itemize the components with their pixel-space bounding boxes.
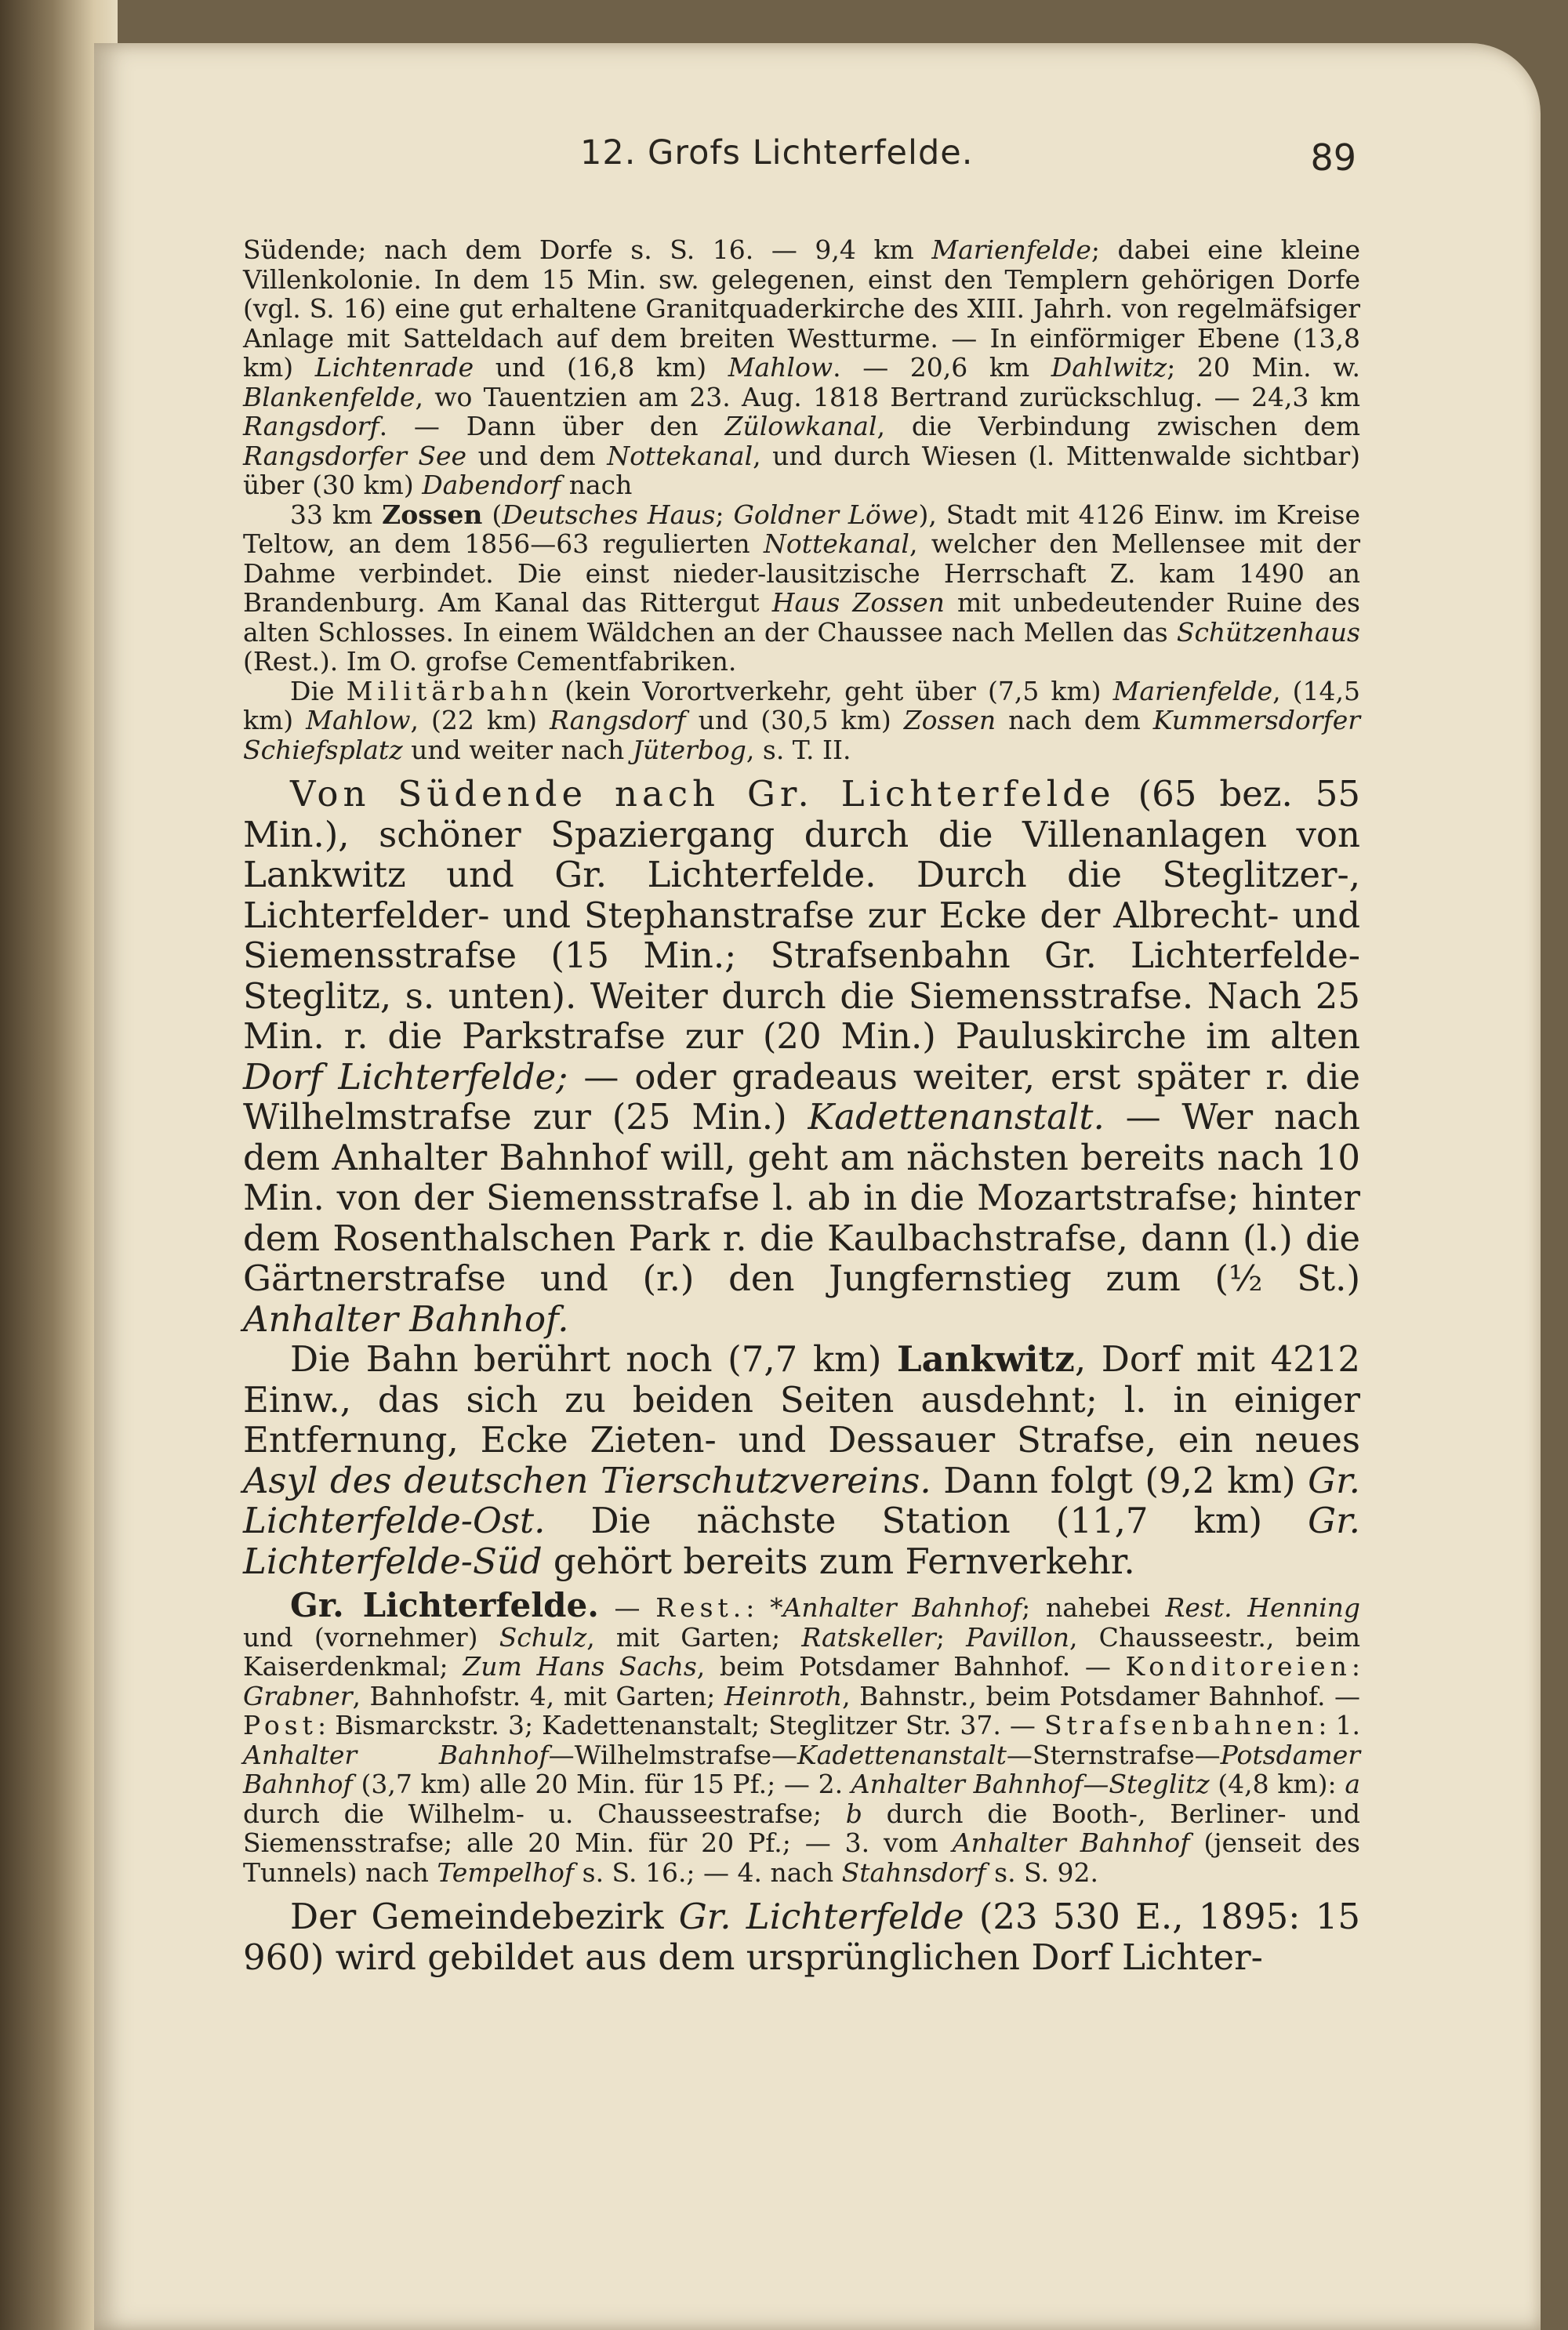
text: (3,7 km) alle 20 Min. für 15 Pf.; — 2. bbox=[352, 1769, 851, 1799]
text: , Bahnhofstr. 4, mit Garten; bbox=[352, 1680, 724, 1711]
text: — oder gradeaus weiter, erst später r. die Wilhelmstrafse zur (25 Min.) bbox=[243, 1055, 1360, 1138]
hotel-name: Goldner Löwe bbox=[733, 499, 919, 530]
text: nach bbox=[561, 470, 633, 500]
place-name: Rangsdorf bbox=[243, 411, 379, 441]
place-name: Jüterbog bbox=[632, 734, 746, 765]
text: , (14,5 km) bbox=[243, 675, 1360, 735]
place-name: Anhalter Bahnhof. bbox=[243, 1297, 569, 1340]
page-body bbox=[243, 235, 1360, 1977]
place-name: Rangsdorfer See bbox=[243, 440, 467, 471]
text: nach dem bbox=[996, 705, 1153, 735]
place-name: Gr. Lichterfelde-Süd bbox=[243, 1500, 1360, 1582]
text: (kein Vorortverkehr, geht über (7,5 km) bbox=[553, 675, 1113, 706]
text: , die Verbindung zwischen dem bbox=[877, 411, 1361, 441]
place-name: Rangsdorf bbox=[550, 705, 686, 735]
text: ( bbox=[482, 499, 503, 530]
text: — Wer nach dem Anhalter Bahnhof will, geht am nächsten bereits nach 10 Min. von der Siemensstrafse l. ab in die Mozartstrafse; hinter dem Rosenthalschen Park r. die Kaulbachstrafse, dann (l.) die Gärtnerstrafse und (r.) den Jungfernstieg zum (½ St.) bbox=[243, 1096, 1360, 1299]
text: und (16,8 km) bbox=[474, 352, 728, 383]
place-name: Gr. Lichterfelde bbox=[678, 1896, 964, 1937]
place-name: Marienfelde bbox=[931, 234, 1091, 265]
place-name: Kadettenanstalt bbox=[797, 1739, 1007, 1770]
place-name: Nottekanal bbox=[607, 440, 753, 471]
place-name: Mahlow bbox=[306, 705, 411, 735]
place-name: Ratskeller bbox=[801, 1621, 936, 1653]
place-name: Marienfelde bbox=[1112, 675, 1273, 706]
text: , beim Potsdamer Bahnhof. — bbox=[696, 1651, 1126, 1682]
text: , Dorf mit 4212 Einw., das sich zu beiden Seiten ausdehnt; l. in einiger Entfernung, Ecke Zieten- und Dessauer Strafse, ein neues bbox=[243, 1338, 1360, 1461]
zossen-paragraph bbox=[243, 500, 1360, 677]
text: ; nahebei bbox=[1022, 1592, 1166, 1623]
route-paragraph-suedende bbox=[243, 235, 1360, 500]
place-name: Gr. Lichterfelde-Ost. bbox=[243, 1459, 1360, 1541]
text: Die bbox=[290, 675, 347, 706]
text: 33 km bbox=[290, 499, 383, 530]
text: (jenseit des Tunnels) nach bbox=[243, 1827, 1360, 1888]
text: , mit Garten; bbox=[586, 1621, 802, 1653]
text: . — Dann über den bbox=[379, 411, 725, 441]
place-name: Pavillon bbox=[966, 1621, 1069, 1653]
text: durch die Wilhelm- u. Chausseestrafse; bbox=[243, 1798, 846, 1829]
hotel-name: Deutsches Haus bbox=[502, 499, 716, 530]
text: (Rest.). Im O. grofse Cementfabriken. bbox=[243, 646, 737, 677]
place-name: Kadettenanstalt. bbox=[808, 1096, 1105, 1138]
text: s. S. 92. bbox=[985, 1856, 1098, 1888]
text: : * bbox=[746, 1592, 783, 1623]
gemeindebezirk-paragraph bbox=[243, 1896, 1360, 1977]
text: und weiter nach bbox=[402, 734, 633, 765]
spaced-term: Konditoreien bbox=[1125, 1651, 1352, 1682]
place-name: Zossen bbox=[903, 705, 996, 735]
spaced-term: Rest. bbox=[655, 1592, 746, 1623]
text: — bbox=[598, 1592, 656, 1623]
lankwitz-paragraph bbox=[243, 1339, 1360, 1581]
text: , und durch Wiesen (l. Mittenwalde sichtbar) über (30 km) bbox=[243, 440, 1360, 500]
text: ; 20 Min. w. bbox=[1167, 352, 1361, 383]
place-name: Anhalter Bahnhof bbox=[952, 1827, 1190, 1858]
text: : Bismarckstr. 3; Kadettenanstalt; Steglitzer Str. 37. — bbox=[317, 1710, 1044, 1740]
place-name: Zum Hans Sachs bbox=[463, 1651, 697, 1682]
text: und (30,5 km) bbox=[685, 705, 904, 735]
page-header bbox=[235, 125, 1356, 188]
place-name: Nottekanal bbox=[764, 528, 909, 559]
text: s. S. 16.; — 4. nach bbox=[574, 1856, 842, 1888]
place-name: Heinroth bbox=[724, 1680, 843, 1711]
spaced-term: Militärbahn bbox=[346, 675, 554, 706]
text: . — 20,6 km bbox=[833, 352, 1051, 383]
place-name: Haus Zossen bbox=[771, 587, 945, 618]
place-name: Anhalter Bahnhof bbox=[782, 1592, 1022, 1623]
place-name: Asyl des deutschen Tierschutzvereins. bbox=[243, 1459, 931, 1501]
lichterfelde-info-paragraph bbox=[243, 1586, 1361, 1888]
text: , (22 km) bbox=[410, 705, 550, 735]
text: , wo Tauentzien am 23. Aug. 1818 Bertrand zurückschlug. — 24,3 km bbox=[415, 381, 1360, 412]
text: (4,8 km): bbox=[1209, 1769, 1345, 1799]
text: durch die Booth-, Berliner- und Siemensstrafse; alle 20 Min. für 20 Pf.; — 3. vom bbox=[243, 1798, 1360, 1858]
text: und dem bbox=[466, 440, 608, 471]
place-name: Dorf Lichterfelde; bbox=[243, 1055, 568, 1098]
place-name: Rest. Henning bbox=[1165, 1592, 1361, 1623]
list-letter: b bbox=[845, 1798, 862, 1829]
text: —Wilhelmstrafse— bbox=[548, 1739, 798, 1770]
running-title: 12. Grofs Lichterfelde. bbox=[580, 133, 974, 172]
text: , Chausseestr., beim Kaiserdenkmal; bbox=[243, 1621, 1361, 1682]
place-name: Zülowkanal bbox=[724, 411, 877, 441]
place-name: Mahlow bbox=[728, 352, 833, 383]
militaerbahn-paragraph bbox=[243, 677, 1360, 765]
spaced-term: Strafsenbahnen bbox=[1044, 1710, 1319, 1740]
text: Die nächste Station (11,7 km) bbox=[545, 1500, 1308, 1541]
list-letter: a bbox=[1345, 1769, 1360, 1799]
text: mit unbedeutender Ruine des alten Schlosses. In einem Wäldchen an der Chaussee nach Mellen das bbox=[243, 587, 1360, 648]
walk-paragraph bbox=[243, 774, 1360, 1339]
text: : bbox=[1351, 1651, 1360, 1682]
text: —Sternstrafse— bbox=[1006, 1739, 1221, 1770]
text: Die Bahn berührt noch (7,7 km) bbox=[290, 1338, 897, 1380]
text: , Bahnstr., beim Potsdamer Bahnhof. — bbox=[842, 1680, 1360, 1711]
place-name: Grabner bbox=[243, 1680, 353, 1711]
text: Südende; nach dem Dorfe s. S. 16. — 9,4 km bbox=[243, 234, 932, 265]
place-name: Schützenhaus bbox=[1176, 616, 1360, 648]
spaced-term: Von Südende nach Gr. Lichterfelde bbox=[290, 773, 1116, 815]
text: Dann folgt (9,2 km) bbox=[931, 1459, 1308, 1501]
text: ; bbox=[715, 499, 734, 530]
text: Der Gemeindebezirk bbox=[290, 1896, 679, 1937]
spaced-term: Post bbox=[243, 1710, 318, 1740]
text: (65 bez. 55 Min.), schöner Spaziergang durch die Villenanlagen von Lankwitz und Gr. Lichterfelde. Durch die Steglitzer-, Lichterfelder- und Stephanstrafse zur Ecke der Albrecht- und Siemensstrafse (15 Min.; Strafsenbahn Gr. Lichterfelde-Steglitz, s. unten). Weiter durch die Siemensstrafse. Nach 25 Min. r. die Parkstrafse zur (20 Min.) Pauluskirche im alten bbox=[243, 773, 1360, 1057]
text: , welcher den Mellensee mit der Dahme verbindet. Die einst nieder-lausitzische Herrschaft Z. kam 1490 an Brandenburg. Am Kanal das Rittergut bbox=[243, 528, 1360, 618]
page-number: 89 bbox=[1310, 136, 1356, 179]
text: (23 530 E., 1895: 15 960) wird gebildet aus dem ursprünglichen Dorf Lichter- bbox=[243, 1896, 1360, 1978]
place-name-bold: Lankwitz bbox=[896, 1338, 1075, 1380]
text: ; bbox=[935, 1621, 967, 1653]
text: : 1. bbox=[1318, 1710, 1361, 1740]
place-name: Anhalter Bahnhof bbox=[243, 1739, 549, 1770]
place-name: Lichtenrade bbox=[314, 352, 474, 383]
place-name: Stahnsdorf bbox=[841, 1856, 986, 1888]
text: ), Stadt mit 4126 Einw. im Kreise Teltow, an dem 1856—63 regulierten bbox=[243, 499, 1360, 559]
place-name-bold: Zossen bbox=[382, 499, 483, 530]
text: gehört bereits zum Fernverkehr. bbox=[542, 1540, 1135, 1582]
place-name: Tempelhof bbox=[437, 1856, 575, 1888]
place-name: Anhalter Bahnhof—Steglitz bbox=[851, 1769, 1210, 1799]
text: und (vornehmer) bbox=[243, 1621, 499, 1653]
place-name: Potsdamer Bahnhof bbox=[243, 1739, 1360, 1799]
place-name-bold: Gr. Lichterfelde. bbox=[290, 1586, 599, 1624]
place-name: Kummersdorfer Schiefsplatz bbox=[243, 705, 1361, 765]
place-name: Schulz bbox=[499, 1621, 587, 1653]
text: ; dabei eine kleine Villenkolonie. In dem 15 Min. sw. gelegenen, einst den Templern gehörigen Dorfe (vgl. S. 16) eine gut erhaltene Granitquaderkirche des XIII. Jahrh. von regelmäfsiger Anlage mit Satteldach auf dem breiten Westturme. — In einförmiger Ebene (13,8 km) bbox=[243, 234, 1360, 383]
place-name: Blankenfelde bbox=[243, 381, 416, 412]
place-name: Dabendorf bbox=[422, 470, 561, 500]
text: , s. T. II. bbox=[746, 734, 851, 765]
place-name: Dahlwitz bbox=[1051, 352, 1167, 383]
